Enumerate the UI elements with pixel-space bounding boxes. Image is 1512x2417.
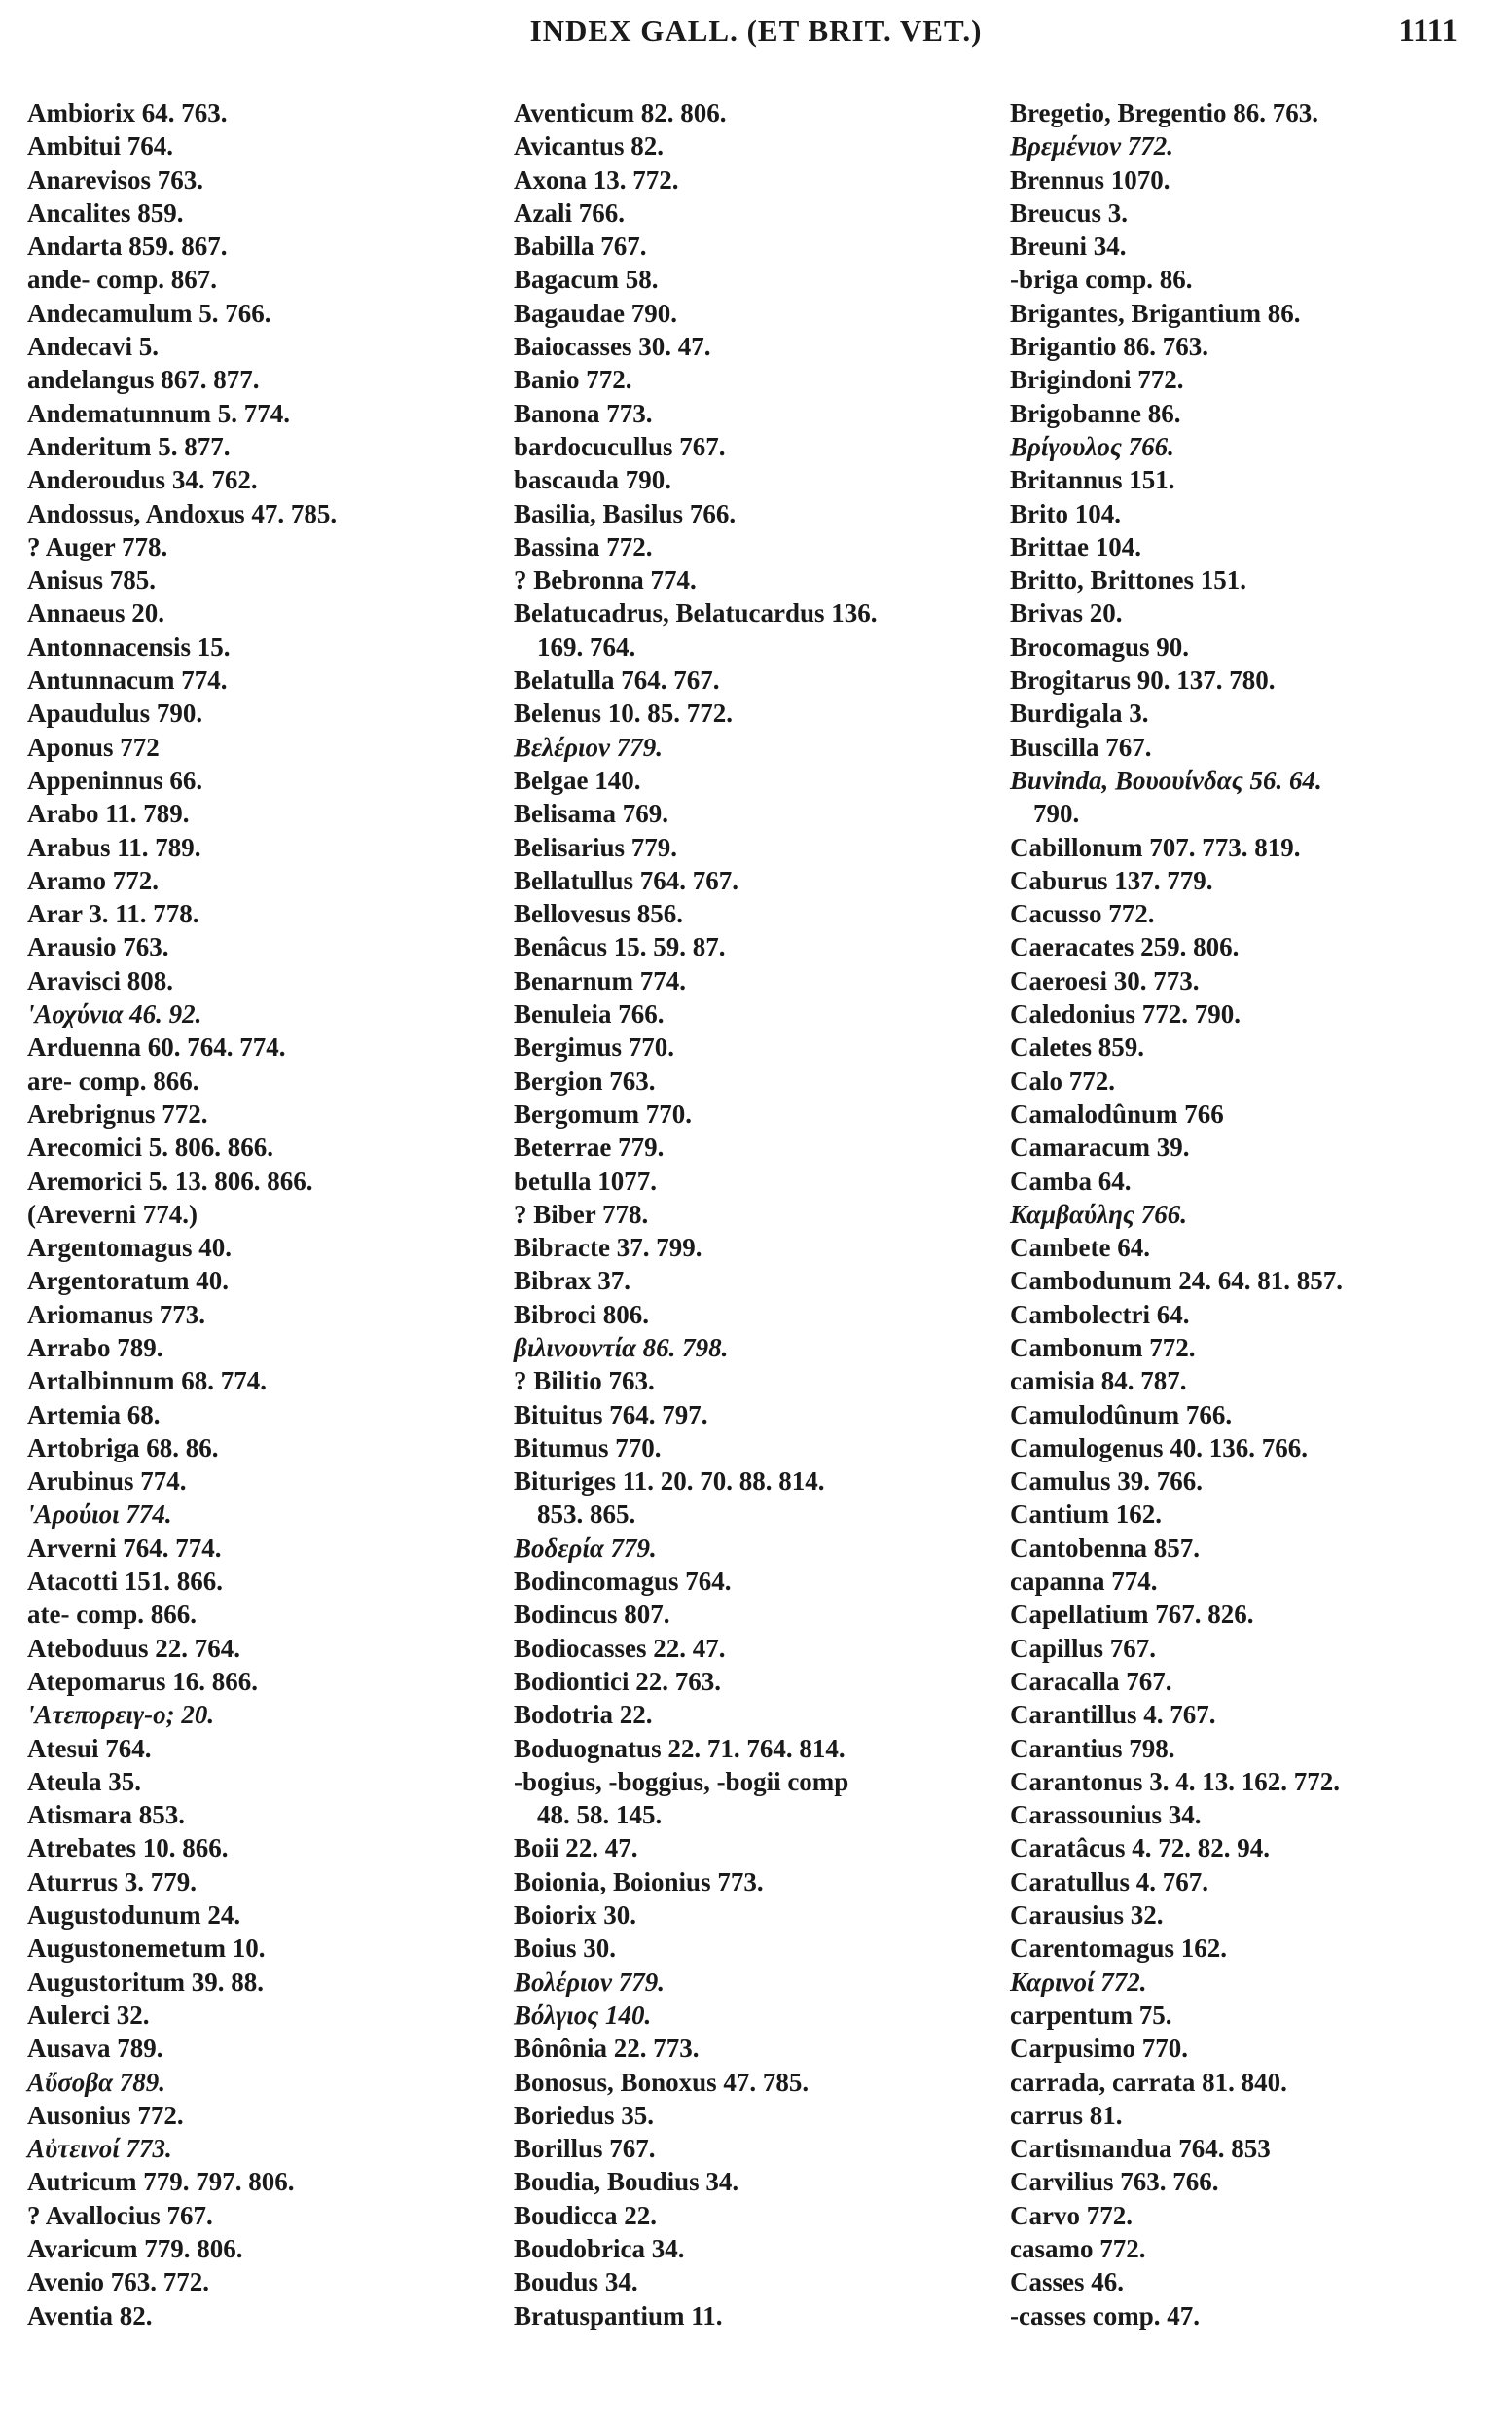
index-entry: Aramo 772. (27, 865, 159, 895)
index-entry: Argentoratum 40. (27, 1266, 229, 1296)
index-entry: Avenio 763. 772. (27, 2267, 209, 2297)
index-entry: Azali 766. (514, 198, 625, 228)
index-entry: Cartismandua 764. 853 (1010, 2134, 1271, 2164)
index-entry: Brigantes, Brigantium 86. (1010, 298, 1301, 328)
index-entry: Belenus 10. 85. 772. (514, 699, 734, 729)
index-entry: Benarnum 774. (514, 965, 687, 995)
index-entry: Carvo 772. (1010, 2200, 1133, 2230)
index-entry: Arar 3. 11. 778. (27, 899, 199, 929)
index-entry: Bodincomagus 764. (514, 1567, 732, 1597)
index-entry: -casses comp. 47. (1010, 2300, 1200, 2330)
index-entry: Atesui 764. (27, 1733, 152, 1763)
index-entry: Ateboduus 22. 764. (27, 1633, 241, 1663)
index-entry: Anisus 785. (27, 565, 157, 595)
index-entry: Casses 46. (1010, 2267, 1125, 2297)
index-entry: capanna 774. (1010, 1567, 1158, 1597)
index-entry: Ausava 789. (27, 2034, 163, 2064)
index-entry: 'Ατεπορειγ-ο; 20. (27, 1700, 215, 1730)
index-entry: Cambonum 772. (1010, 1332, 1196, 1362)
index-entry: carrada, carrata 81. 840. (1010, 2067, 1287, 2097)
index-entry: 'Αρούιοι 774. (27, 1499, 172, 1530)
index-entry: bardocucullus 767. (514, 431, 726, 461)
index-entry: Bibracte 37. 799. (514, 1233, 702, 1263)
index-entry: Antonnacensis 15. (27, 631, 231, 662)
index-entry: Camba 64. (1010, 1166, 1132, 1196)
index-entry: Andecamulum 5. 766. (27, 298, 271, 328)
index-entry: ? Avallocius 767. (27, 2200, 213, 2230)
index-entry: Boduognatus 22. 71. 764. 814. (514, 1733, 846, 1763)
index-entry: Breuni 34. (1010, 232, 1127, 262)
index-entry: Αὐτεινοί 773. (27, 2134, 172, 2164)
index-entry: Annaeus 20. (27, 598, 165, 629)
index-entry: Artalbinnum 68. 774. (27, 1366, 268, 1396)
index-entry: Bibroci 806. (514, 1299, 650, 1329)
index-entry: Augustodunum 24. (27, 1900, 241, 1930)
index-entry: Buvinda, Βουουίνδας 56. 64. (1010, 765, 1322, 795)
index-entry: Bellovesus 856. (514, 899, 684, 929)
index-entry: Brigobanne 86. (1010, 398, 1181, 428)
index-entry: Breucus 3. (1010, 198, 1129, 228)
index-entry: Αὔσοβα 789. (27, 2067, 166, 2097)
index-entry: Banona 773. (514, 398, 653, 428)
index-entry: Caratullus 4. 767. (1010, 1866, 1209, 1896)
index-entry: Καρινοί 772. (1010, 1966, 1147, 1997)
index-entry: Caratâcus 4. 72. 82. 94. (1010, 1833, 1270, 1863)
index-entry: Βοδερία 779. (514, 1533, 657, 1563)
index-entry: Camaracum 39. (1010, 1133, 1190, 1163)
index-entry: Andossus, Andoxus 47. 785. (27, 498, 338, 528)
index-entry: Bagaudae 790. (514, 298, 678, 328)
index-entry: Bellatullus 764. 767. (514, 865, 739, 895)
index-entry: carrus 81. (1010, 2100, 1123, 2130)
index-entry: Caracalla 767. (1010, 1666, 1172, 1696)
index-entry: Benâcus 15. 59. 87. (514, 932, 726, 962)
index-entry: Boudicca 22. (514, 2200, 658, 2230)
index-entry: Aravisci 808. (27, 965, 173, 995)
index-entry: Aulerci 32. (27, 2000, 150, 2030)
index-entry: (Areverni 774.) (27, 1199, 198, 1229)
index-entry: Καμβαύλης 766. (1010, 1199, 1187, 1229)
index-entry: Capellatium 767. 826. (1010, 1600, 1254, 1630)
index-entry: Camulogenus 40. 136. 766. (1010, 1432, 1309, 1462)
index-entry: Brivas 20. (1010, 598, 1123, 629)
index-entry: Bituitus 764. 797. (514, 1399, 708, 1429)
index-column-1 (27, 96, 514, 2332)
index-entry: Boii 22. 47. (514, 1833, 638, 1863)
index-entry: Cacusso 772. (1010, 899, 1155, 929)
index-entry: betulla 1077. (514, 1166, 658, 1196)
index-entry: Anarevisos 763. (27, 164, 204, 195)
index-entry: 790. (1033, 799, 1080, 829)
index-entry: Andarta 859. 867. (27, 232, 228, 262)
index-entry: Boudia, Boudius 34. (514, 2167, 739, 2197)
index-entry: Carassounius 34. (1010, 1800, 1202, 1830)
index-entry: Caburus 137. 779. (1010, 865, 1213, 895)
index-entry: Artemia 68. (27, 1399, 161, 1429)
index-entry: Basilia, Basilus 766. (514, 498, 737, 528)
index-entry: Βρεμένιον 772. (1010, 131, 1174, 162)
index-entry: Belgae 140. (514, 765, 641, 795)
index-entry: Andematunnum 5. 774. (27, 398, 291, 428)
index-entry: Cantium 162. (1010, 1499, 1163, 1530)
index-entry: Carausius 32. (1010, 1900, 1164, 1930)
index-entry: Belatulla 764. 767. (514, 666, 720, 696)
index-entry: Carantonus 3. 4. 13. 162. 772. (1010, 1766, 1341, 1796)
index-entry: Camulodûnum 766. (1010, 1399, 1233, 1429)
index-entry: Brigindoni 772. (1010, 365, 1184, 395)
index-entry: βιλινουντία 86. 798. (514, 1332, 729, 1362)
index-entry: Benuleia 766. (514, 999, 665, 1029)
index-entry: Baiocasses 30. 47. (514, 332, 711, 362)
index-entry: andelangus 867. 877. (27, 365, 260, 395)
index-entry: Beterrae 779. (514, 1133, 665, 1163)
index-entry: Britannus 151. (1010, 465, 1175, 495)
index-entry: Boudobrica 34. (514, 2234, 685, 2263)
index-entry: Cantobenna 857. (1010, 1533, 1201, 1563)
index-entry: Bodincus 807. (514, 1600, 670, 1630)
index-entry: Bitumus 770. (514, 1432, 662, 1462)
index-entry: Boiorix 30. (514, 1900, 636, 1930)
index-entry: Augustonemetum 10. (27, 1933, 266, 1964)
index-entry: Brito 104. (1010, 498, 1121, 528)
index-entry: are- comp. 866. (27, 1065, 199, 1096)
index-entry: Carantillus 4. 767. (1010, 1700, 1216, 1730)
index-entry: Capillus 767. (1010, 1633, 1157, 1663)
index-entry: Borillus 767. (514, 2134, 656, 2164)
index-entry: Ateula 35. (27, 1766, 141, 1796)
index-entry: Babilla 767. (514, 232, 647, 262)
index-entry: Brogitarus 90. 137. 780. (1010, 666, 1276, 696)
index-entry: Atepomarus 16. 866. (27, 1666, 258, 1696)
index-entry: Caledonius 772. 790. (1010, 999, 1242, 1029)
index-entry: Ariomanus 773. (27, 1299, 206, 1329)
index-entry: -bogius, -boggius, -bogii comp (514, 1766, 849, 1796)
index-entry: bascauda 790. (514, 465, 672, 495)
index-entry: Arubinus 774. (27, 1466, 187, 1497)
index-entry: Caletes 859. (1010, 1032, 1144, 1063)
index-entry: Axona 13. 772. (514, 164, 679, 195)
index-entry: Atismara 853. (27, 1800, 185, 1830)
index-entry: Βελέριον 779. (514, 732, 664, 762)
index-entry: ? Bilitio 763. (514, 1366, 655, 1396)
index-entry: Cambete 64. (1010, 1233, 1150, 1263)
index-entry: -briga comp. 86. (1010, 265, 1193, 295)
index-entry: Bonosus, Bonoxus 47. 785. (514, 2067, 810, 2097)
index-entry: Ancalites 859. (27, 198, 184, 228)
index-entry: Bergion 763. (514, 1065, 656, 1096)
running-title: INDEX GALL. (ET BRIT. VET.) (529, 14, 983, 48)
index-entry: Ambitui 764. (27, 131, 174, 162)
index-entry: Bodiontici 22. 763. (514, 1666, 722, 1696)
index-entry: Britto, Brittones 151. (1010, 565, 1246, 595)
index-entry: ate- comp. 866. (27, 1600, 197, 1630)
index-entry: Aturrus 3. 779. (27, 1866, 197, 1896)
index-entry: Andecavi 5. (27, 332, 159, 362)
index-entry: Carentomagus 162. (1010, 1933, 1228, 1964)
index-entry: Carantius 798. (1010, 1733, 1175, 1763)
index-entry: Autricum 779. 797. 806. (27, 2167, 295, 2197)
index-entry: Calo 772. (1010, 1065, 1115, 1096)
index-entry: Βρίγουλος 766. (1010, 431, 1174, 461)
index-entry: camisia 84. 787. (1010, 1366, 1187, 1396)
index-entry: ? Biber 778. (514, 1199, 649, 1229)
index-entry: Antunnacum 774. (27, 666, 228, 696)
index-entry: Ambiorix 64. 763. (27, 98, 228, 127)
index-entry: Aventicum 82. 806. (514, 98, 727, 127)
index-entry: Buscilla 767. (1010, 732, 1152, 762)
index-entry: Arverni 764. 774. (27, 1533, 222, 1563)
index-entry: Boudus 34. (514, 2267, 638, 2297)
index-entry: Bônônia 22. 773. (514, 2034, 700, 2064)
index-entry: Brennus 1070. (1010, 164, 1170, 195)
index-entry: Appeninnus 66. (27, 765, 203, 795)
index-entry: carpentum 75. (1010, 2000, 1172, 2030)
index-entry: Bassina 772. (514, 531, 653, 561)
index-entry: Bagacum 58. (514, 265, 659, 295)
index-entry: Argentomagus 40. (27, 1233, 232, 1263)
index-entry: Bergimus 770. (514, 1032, 674, 1063)
index-entry: casamo 772. (1010, 2234, 1146, 2263)
index-entry: 48. 58. 145. (537, 1800, 663, 1830)
index-entry: Artobriga 68. 86. (27, 1432, 219, 1462)
index-entry: Bodiocasses 22. 47. (514, 1633, 726, 1663)
index-entry: ? Auger 778. (27, 531, 168, 561)
index-entry: Apaudulus 790. (27, 699, 203, 729)
index-entry: Banio 772. (514, 365, 632, 395)
page-number: 1111 (1398, 14, 1458, 49)
index-entry: Aremorici 5. 13. 806. 866. (27, 1166, 313, 1196)
index-entry: Arebrignus 772. (27, 1099, 208, 1129)
index-entry: Belatucadrus, Belatucardus 136. (514, 598, 878, 629)
index-entry: Aventia 82. (27, 2300, 153, 2330)
index-entry: Caeroesi 30. 773. (1010, 965, 1200, 995)
index-entry: Anderitum 5. 877. (27, 431, 231, 461)
index-entry: Camulus 39. 766. (1010, 1466, 1204, 1497)
index-column-3 (1010, 96, 1496, 2332)
index-entry: ? Bebronna 774. (514, 565, 697, 595)
index-entry: Brocomagus 90. (1010, 631, 1190, 662)
index-entry: Atrebates 10. 866. (27, 1833, 229, 1863)
index-entry: Cabillonum 707. 773. 819. (1010, 832, 1301, 862)
index-entry: Cambodunum 24. 64. 81. 857. (1010, 1266, 1344, 1296)
index-entry: Bratuspantium 11. (514, 2300, 723, 2330)
index-entry: 853. 865. (537, 1499, 636, 1530)
index-entry: Avaricum 779. 806. (27, 2234, 243, 2263)
index-entry: ande- comp. 867. (27, 265, 217, 295)
index-entry: Belisama 769. (514, 799, 668, 829)
index-entry: Boius 30. (514, 1933, 617, 1964)
index-entry: 169. 764. (537, 631, 636, 662)
index-entry: Atacotti 151. 866. (27, 1567, 223, 1597)
index-entry: Βολέριον 779. (514, 1966, 665, 1997)
index-entry: Anderoudus 34. 762. (27, 465, 258, 495)
index-entry: Arabo 11. 789. (27, 799, 190, 829)
index-entry: Brigantio 86. 763. (1010, 332, 1209, 362)
index-entry: Bregetio, Bregentio 86. 763. (1010, 98, 1318, 127)
index-entry: Arduenna 60. 764. 774. (27, 1032, 286, 1063)
index-entry: Avicantus 82. (514, 131, 665, 162)
index-entry: Ausonius 772. (27, 2100, 184, 2130)
index-entry: Caeracates 259. 806. (1010, 932, 1240, 962)
index-entry: Arecomici 5. 806. 866. (27, 1133, 273, 1163)
index-entry: Arrabo 789. (27, 1332, 163, 1362)
index-entry: Brittae 104. (1010, 531, 1141, 561)
index-entry: Bibrax 37. (514, 1266, 631, 1296)
index-entry: Camalodûnum 766 (1010, 1099, 1224, 1129)
index-entry: Aponus 772 (27, 732, 160, 762)
index-entry: Cambolectri 64. (1010, 1299, 1190, 1329)
index-entry: Bituriges 11. 20. 70. 88. 814. (514, 1466, 825, 1497)
index-entry: Bergomum 770. (514, 1099, 692, 1129)
index-entry: Boriedus 35. (514, 2100, 655, 2130)
index-entry: Arabus 11. 789. (27, 832, 201, 862)
index-entry: Belisarius 779. (514, 832, 678, 862)
index-entry: Βόλγιος 140. (514, 2000, 652, 2030)
index-entry: Burdigala 3. (1010, 699, 1149, 729)
index-entry: 'Αοχύνια 46. 92. (27, 999, 202, 1029)
index-entry: Arausio 763. (27, 932, 169, 962)
index-entry: Augustoritum 39. 88. (27, 1966, 265, 1997)
index-entry: Carvilius 763. 766. (1010, 2167, 1219, 2197)
index-entry: Bodotria 22. (514, 1700, 653, 1730)
index-column-2 (514, 96, 1000, 2332)
index-entry: Carpusimo 770. (1010, 2034, 1189, 2064)
page-header (0, 14, 1512, 62)
index-entry: Boionia, Boionius 773. (514, 1866, 764, 1896)
